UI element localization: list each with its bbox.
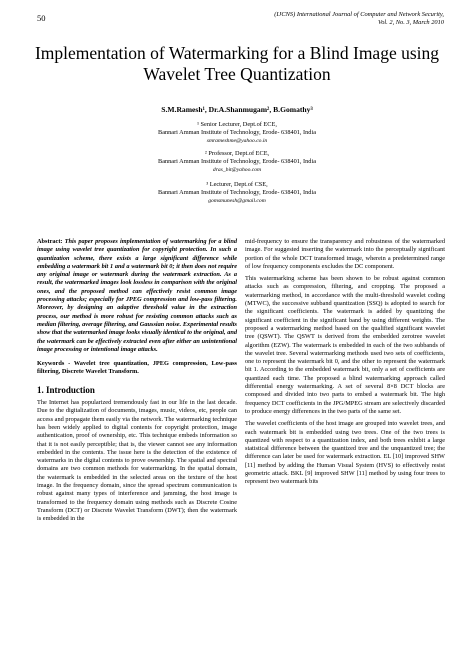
affiliation-email: smrameshme@yahoo.co.in — [206, 138, 268, 145]
abstract-text: This paper proposes implementation of watermarking for a blind image using wavelet tree quantization for copyright protection. In such a quantization scheme, there exists a large significant difference while embedding a watermark bit 1 and a watermark bit 0; it then does not require any original image or watermark during the watermark extraction. As a result, the watermarked images look lossless in comparison with the original ones, and the proposed method can effectively resist common image processing attacks; especially for JPEG compression and low-pass filtering. Moreover, by designing an adaptive threshold value in the extraction process, our method is more robust for resisting common attacks such as median filtering, average filtering, and Gaussian noise. Experimental results show that the watermarked image looks visually identical to the original, and the watermark can be effectively extracted even after either an unintentional image processing or intentional image attacks. — [37, 238, 237, 353]
journal-header — [274, 11, 444, 27]
section-title-introduction: 1. Introduction — [37, 384, 95, 395]
affiliation-2 — [0, 150, 474, 175]
affiliation-email: dras_bit@yahoo.com — [212, 167, 262, 174]
keywords: Keywords - Wavelet tree quantization, JPEG compression, Low-pass filtering, Discrete Wavelet Transform. — [37, 360, 237, 376]
page-number: 50 — [37, 13, 46, 23]
affiliation-1 — [0, 121, 474, 146]
affiliation-email: gomsmunesh@gmail.com — [208, 198, 266, 205]
affiliation-institution: Bannari Amman Institute of Technology, Erode- 638401, India — [158, 129, 316, 137]
journal-line-2: Vol. 2, No. 3, March 2010 — [378, 19, 444, 26]
affiliation-institution: Bannari Amman Institute of Technology, Erode- 638401, India — [158, 189, 316, 197]
affiliation-role: ¹ Senior Lecturer, Dept.of ECE, — [197, 121, 277, 128]
paragraph-3: The wavelet coefficients of the host image are grouped into wavelet trees, and each watermark bit is embedded using two trees. One of the two trees is quantized with respect to a quantization index, and both trees exhibit a large statistical difference between the quantized tree and the unquantized tree; the difference can later be used for watermark extraction. EL [10] improved SHW [11] method by adding the Human Visual System (HVS) to effectively resist geometric attack. BKL [9] improved SHW [11] method by using four trees to represent two watermark bits — [245, 420, 445, 486]
right-column — [245, 238, 445, 491]
affiliation-role: ³ Lecturer, Dept.of CSE, — [206, 181, 268, 188]
abstract — [37, 238, 237, 354]
abstract-label: Abstract: — [37, 238, 63, 245]
affiliation-role: ² Professor, Dept.of ECE, — [204, 150, 270, 157]
left-column — [37, 238, 237, 528]
paragraph-2: This watermarking scheme has been shown to be robust against common attacks such as compression, filtering, and cropping. The proposed a watermarking method, in accordance with the multi-threshold wavelet coding (MTWC), the successive subband quantization (SSQ) is adopted to search for the significant coefficients. The watermark is added by quantizing the significant coefficient in the significant band by using different weights. The proposed a watermarking method based on the qualified significant wavelet tree (QSWT). The QSWT is derived from the embedded zerotree wavelet algorithm (EZW). The watermark is embedded in each of the two subbands of the wavelet tree. Several watermarking methods used two sets of coefficients, one to represent the watermark bit 0, and the other to represent the watermark bit 1. According to the embedded watermark bit, only a set of coefficients are quantized each time. The proposed a blind watermarking approach called differential energy watermarking. A set of several 8×8 DCT blocks are composed and divided into two parts to embed a watermark bit. The high frequency DCT coefficients in the JPG/MPEG stream are selectively discarded to produce energy differences in the two parts of the same set. — [245, 275, 445, 415]
paragraph-1: mid-frequency to ensure the transparency and robustness of the watermarked image. For suggested inserting the watermark into the perceptually significant portion of the whole DCT transformed image, wherein a predetermined range of low frequency components excludes the DC component. — [245, 238, 445, 270]
intro-paragraph: The Internet has popularized tremendously fast in our life in the last decade. Due to the digitalization of documents, images, music, videos, etc, people can access and propagate them easily via the network. The watermarking technique has been widely applied to digital contents for copyright protection, image authentication, proof of ownership, etc. This technique embeds information so that it is not easily perceptible; that is, the viewer cannot see any information embedded in the contents. The issue here is the detection of the existence of watermarks in the digital contents to prove ownership. The spatial and spectral domains are two common methods for watermarking. In the spatial domain, the watermark is embedded in the selected areas on the texture of the host image. In the frequency domain, since the spread spectrum communication is robust against many types of interference and jamming, the host image is transformed to the frequency domain using methods such as Discrete Cosine Transform (DCT) or Discrete Wavelet Transform (DWT); then the watermark is embedded in the — [37, 399, 237, 523]
journal-line-1: (IJCNS) International Journal of Computer and Network Security, — [274, 11, 444, 18]
authors: S.M.Ramesh¹, Dr.A.Shanmugam², B.Gomathy³ — [161, 105, 313, 114]
affiliation-institution: Bannari Amman Institute of Technology, Erode- 638401, India — [158, 158, 316, 166]
affiliation-3 — [0, 181, 474, 206]
paper-title: Implementation of Watermarking for a Blind Image using Wavelet Tree Quantization — [34, 43, 440, 84]
